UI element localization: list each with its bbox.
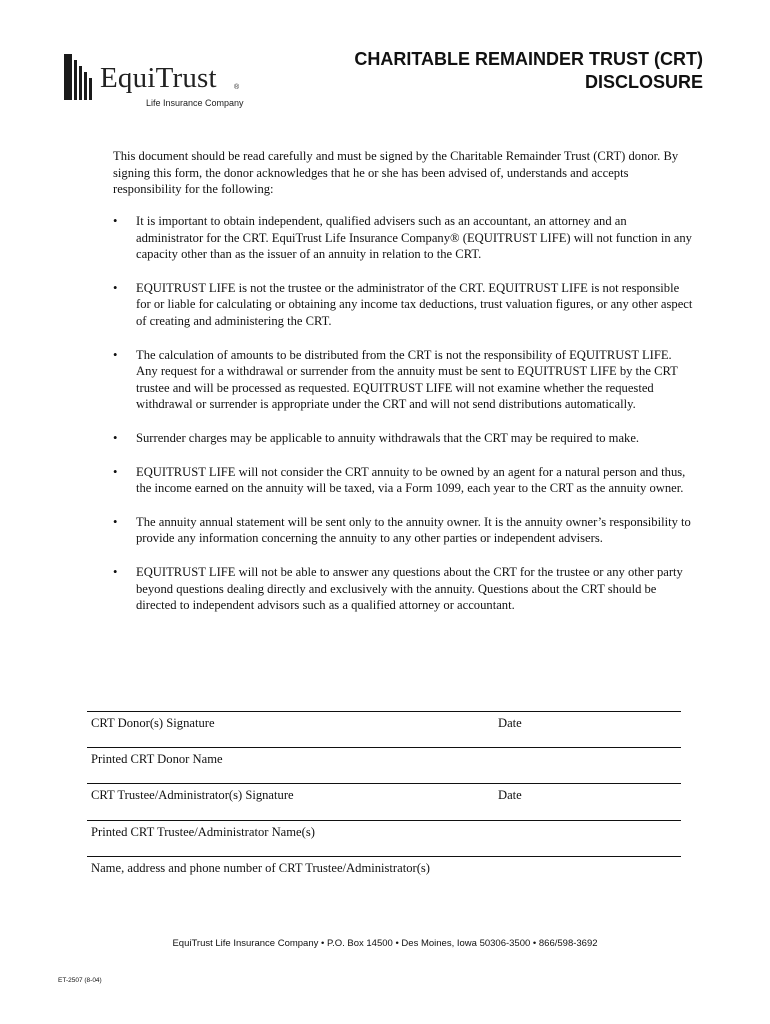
trustee-printed-name-line[interactable]	[87, 820, 681, 855]
list-item-text: The calculation of amounts to be distributed from the CRT is not the responsibility of EQUITRUST LIFE. Any request for a withdrawal or surrender from the annuity must be sent to EQUITRUST LIFE by the CRT trustee and will be processed as requested. EQUITRUST LIFE will not examine whether the requested withdrawal or surrender is appropriate under the CRT and will not send distributions automatically.	[136, 347, 678, 412]
trustee-date-label: Date	[498, 788, 522, 802]
trustee-signature-line[interactable]	[87, 783, 681, 818]
bullet-icon: •	[113, 214, 118, 228]
list-item	[113, 464, 693, 497]
donor-signature-label: CRT Donor(s) Signature	[91, 716, 215, 730]
list-item-text: The annuity annual statement will be sent only to the annuity owner. It is the annuity owner’s responsibility to provide any information concerning the annuity to any other parties or independent advisers.	[136, 514, 691, 546]
donor-printed-name-label: Printed CRT Donor Name	[91, 752, 223, 766]
logo-name: EquiTrust	[100, 62, 217, 94]
page-title	[354, 48, 703, 94]
list-item	[113, 514, 693, 547]
list-item-text: EQUITRUST LIFE will not be able to answer any questions about the CRT for the trustee or any other party beyond questions dealing directly and exclusively with the annuity. Questions about the CRT should be directed to independent advisors such as a qualified attorney or accountant.	[136, 564, 683, 613]
list-item-text: It is important to obtain independent, qualified advisers such as an accountant, an attorney and an administrator for the CRT. EquiTrust Life Insurance Company® (EQUITRUST LIFE) will not function in any capacity other than as the issuer of an annuity in relation to the CRT.	[136, 214, 692, 262]
title-line-1: CHARITABLE REMAINDER TRUST (CRT)	[354, 49, 703, 69]
bullet-icon: •	[113, 280, 118, 295]
list-item	[113, 213, 693, 263]
bullet-icon: •	[113, 430, 118, 445]
form-code: ET-2507 (8-04)	[58, 977, 102, 984]
bullet-icon: •	[113, 464, 118, 479]
intro-paragraph: This document should be read carefully and must be signed by the Charitable Remainder Trust (CRT) donor. By signing this form, the donor acknowledges that he or she has been advised of, understands and accepts responsibility for the following:	[113, 149, 679, 197]
bullet-icon: •	[113, 514, 118, 529]
bullet-icon: •	[113, 347, 118, 362]
trustee-signature-label: CRT Trustee/Administrator(s) Signature	[91, 788, 294, 802]
trustee-contact-label: Name, address and phone number of CRT Trustee/Administrator(s)	[91, 861, 430, 875]
list-item-text: Surrender charges may be applicable to annuity withdrawals that the CRT may be required to make.	[136, 430, 640, 445]
bullet-icon: •	[113, 564, 118, 579]
disclosure-list	[113, 213, 693, 631]
company-address-footer: EquiTrust Life Insurance Company • P.O. Box 14500 • Des Moines, Iowa 50306-3500 • 866/598-3692	[172, 938, 598, 949]
list-item-text: EQUITRUST LIFE is not the trustee or the administrator of the CRT. EQUITRUST LIFE is not responsible for or liable for calculating or obtaining any income tax deductions, trust valuation figures, or any other aspect of creating and administering the CRT.	[136, 280, 693, 328]
list-item	[113, 280, 693, 330]
trustee-contact-line[interactable]	[87, 856, 681, 891]
logo-subtitle: Life Insurance Company	[146, 98, 244, 108]
title-line-2: DISCLOSURE	[584, 72, 703, 92]
logo-registered-mark: ®	[234, 84, 240, 91]
list-item	[113, 347, 693, 413]
donor-signature-line[interactable]	[87, 711, 681, 746]
equitrust-pillar-icon	[64, 54, 94, 100]
list-item	[113, 430, 693, 447]
list-item-text: EQUITRUST LIFE will not consider the CRT annuity to be owned by an agent for a natural person and thus, the income earned on the annuity will be taxed, via a Form 1099, each year to the CRT as the annuity owner.	[136, 464, 686, 496]
donor-date-label: Date	[498, 716, 522, 730]
trustee-printed-name-label: Printed CRT Trustee/Administrator Name(s)	[91, 825, 315, 839]
list-item	[113, 564, 693, 614]
company-logo	[64, 54, 254, 110]
donor-printed-name-line[interactable]	[87, 747, 681, 782]
